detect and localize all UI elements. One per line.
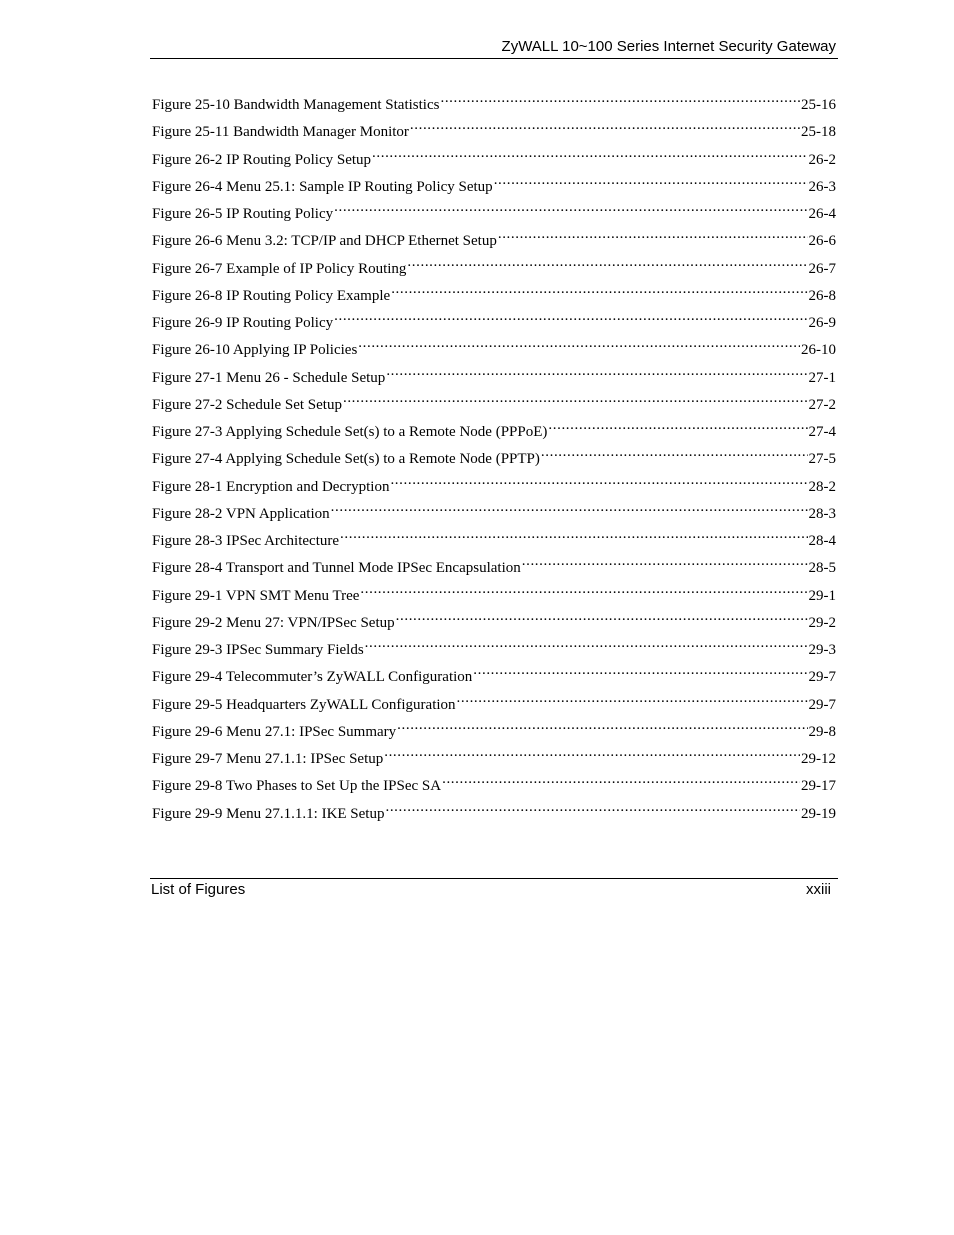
toc-entry[interactable] (152, 660, 836, 687)
list-of-figures (152, 88, 836, 824)
dot-leader (397, 715, 807, 736)
toc-entry-title: Figure 26-10 Applying IP Policies (152, 342, 358, 359)
toc-entry-page: 29-2 (808, 614, 836, 631)
toc-entry-title: Figure 27-4 Applying Schedule Set(s) to a Remote Node (PPTP) (152, 451, 540, 468)
toc-entry-page: 29-7 (808, 696, 836, 713)
toc-entry-title: Figure 26-8 IP Routing Policy Example (152, 287, 391, 304)
toc-entry-title: Figure 28-4 Transport and Tunnel Mode IPSec Encapsulation (152, 560, 521, 577)
dot-leader (365, 633, 808, 654)
toc-entry-title: Figure 27-2 Schedule Set Setup (152, 396, 342, 413)
toc-entry-page: 29-1 (808, 587, 836, 604)
toc-entry-page: 26-7 (808, 260, 836, 277)
dot-leader (407, 252, 807, 273)
toc-entry-page: 25-16 (801, 97, 836, 113)
toc-entry[interactable] (152, 143, 836, 170)
toc-entry-page: 29-8 (808, 723, 836, 740)
toc-entry-title: Figure 25-10 Bandwidth Management Statistics (152, 97, 440, 113)
footer-page-number: xxiii (806, 881, 831, 898)
document-title: ZyWALL 10~100 Series Internet Security Gateway (501, 38, 836, 55)
dot-leader (334, 197, 807, 218)
toc-entry-title: Figure 29-6 Menu 27.1: IPSec Summary (152, 723, 397, 740)
toc-entry[interactable] (152, 252, 836, 279)
toc-entry[interactable] (152, 606, 836, 633)
toc-entry-title: Figure 28-3 IPSec Architecture (152, 533, 340, 549)
toc-entry-page: 25-18 (801, 124, 836, 141)
toc-entry-page: 28-4 (808, 533, 836, 549)
toc-entry-title: Figure 26-2 IP Routing Policy Setup (152, 151, 372, 168)
toc-entry-page: 26-8 (808, 287, 836, 304)
dot-leader (384, 742, 800, 763)
toc-entry-title: Figure 28-1 Encryption and Decryption (152, 478, 390, 495)
toc-entry-title: Figure 27-3 Applying Schedule Set(s) to a Remote Node (PPPoE) (152, 424, 548, 440)
dot-leader (498, 224, 808, 245)
toc-entry[interactable] (152, 279, 836, 306)
toc-entry-page: 27-1 (808, 369, 836, 386)
toc-entry-title: Figure 27-1 Menu 26 - Schedule Setup (152, 369, 386, 386)
toc-entry[interactable] (152, 470, 836, 497)
dot-leader (372, 143, 807, 164)
dot-leader (340, 524, 807, 545)
toc-entry-title: Figure 28-2 VPN Application (152, 505, 330, 522)
toc-entry-page: 27-2 (808, 396, 836, 413)
toc-entry[interactable] (152, 769, 836, 796)
toc-entry-title: Figure 25-11 Bandwidth Manager Monitor (152, 124, 409, 141)
dot-leader (440, 88, 800, 109)
toc-entry[interactable] (152, 579, 836, 606)
toc-entry-title: Figure 29-7 Menu 27.1.1: IPSec Setup (152, 751, 384, 767)
dot-leader (334, 306, 807, 327)
toc-entry-page: 26-4 (808, 206, 836, 222)
dot-leader (457, 688, 808, 709)
toc-entry[interactable] (152, 633, 836, 660)
toc-entry-title: Figure 26-7 Example of IP Policy Routing (152, 260, 407, 277)
toc-entry-page: 26-10 (801, 342, 836, 359)
toc-entry-page: 26-6 (808, 233, 836, 250)
toc-entry-title: Figure 29-8 Two Phases to Set Up the IPSec SA (152, 778, 442, 795)
toc-entry-page: 27-4 (808, 424, 836, 440)
toc-entry-page: 26-3 (808, 178, 836, 195)
toc-entry-title: Figure 29-3 IPSec Summary Fields (152, 642, 364, 658)
dot-leader (522, 551, 808, 572)
toc-entry[interactable] (152, 715, 836, 742)
dot-leader (473, 660, 807, 681)
footer-section-title: List of Figures (151, 881, 246, 898)
toc-entry[interactable] (152, 497, 836, 524)
toc-entry-page: 28-2 (808, 478, 836, 495)
toc-entry[interactable] (152, 524, 836, 551)
toc-entry[interactable] (152, 306, 836, 333)
toc-entry-page: 29-17 (801, 778, 836, 795)
toc-entry[interactable] (152, 442, 836, 469)
dot-leader (391, 279, 807, 300)
toc-entry-title: Figure 29-2 Menu 27: VPN/IPSec Setup (152, 614, 395, 631)
toc-entry[interactable] (152, 197, 836, 224)
toc-entry[interactable] (152, 551, 836, 578)
toc-entry[interactable] (152, 415, 836, 442)
toc-entry-page: 29-3 (808, 642, 836, 658)
dot-leader (548, 415, 807, 436)
toc-entry[interactable] (152, 224, 836, 251)
dot-leader (442, 769, 800, 790)
dot-leader (390, 470, 807, 491)
dot-leader (386, 361, 807, 382)
toc-entry[interactable] (152, 88, 836, 115)
toc-entry-title: Figure 26-6 Menu 3.2: TCP/IP and DHCP Ethernet Setup (152, 233, 497, 250)
toc-entry-title: Figure 29-1 VPN SMT Menu Tree (152, 587, 360, 604)
dot-leader (343, 388, 808, 409)
toc-entry-title: Figure 26-4 Menu 25.1: Sample IP Routing Policy Setup (152, 178, 493, 195)
dot-leader (385, 797, 800, 818)
toc-entry[interactable] (152, 797, 836, 824)
toc-entry[interactable] (152, 115, 836, 142)
toc-entry-page: 29-19 (801, 805, 836, 822)
toc-entry-page: 29-12 (801, 751, 836, 767)
page-header (150, 37, 838, 59)
dot-leader (494, 170, 808, 191)
dot-leader (410, 115, 800, 136)
toc-entry-title: Figure 29-4 Telecommuter’s ZyWALL Configuration (152, 669, 473, 686)
toc-entry[interactable] (152, 388, 836, 415)
toc-entry-page: 26-2 (808, 151, 836, 168)
toc-entry[interactable] (152, 688, 836, 715)
toc-entry[interactable] (152, 170, 836, 197)
dot-leader (360, 579, 807, 600)
dot-leader (358, 333, 800, 354)
toc-entry-page: 28-3 (808, 505, 836, 522)
dot-leader (396, 606, 808, 627)
toc-entry-title: Figure 29-5 Headquarters ZyWALL Configuration (152, 696, 456, 713)
toc-entry-page: 26-9 (808, 315, 836, 331)
page-footer (150, 878, 838, 903)
toc-entry-page: 28-5 (808, 560, 836, 577)
toc-entry-page: 27-5 (808, 451, 836, 468)
toc-entry[interactable] (152, 333, 836, 360)
dot-leader (541, 442, 808, 463)
toc-entry-title: Figure 29-9 Menu 27.1.1.1: IKE Setup (152, 805, 385, 822)
toc-entry-page: 29-7 (808, 669, 836, 686)
dot-leader (331, 497, 808, 518)
toc-entry[interactable] (152, 361, 836, 388)
toc-entry[interactable] (152, 742, 836, 769)
toc-entry-title: Figure 26-5 IP Routing Policy (152, 206, 334, 222)
toc-entry-title: Figure 26-9 IP Routing Policy (152, 315, 334, 331)
